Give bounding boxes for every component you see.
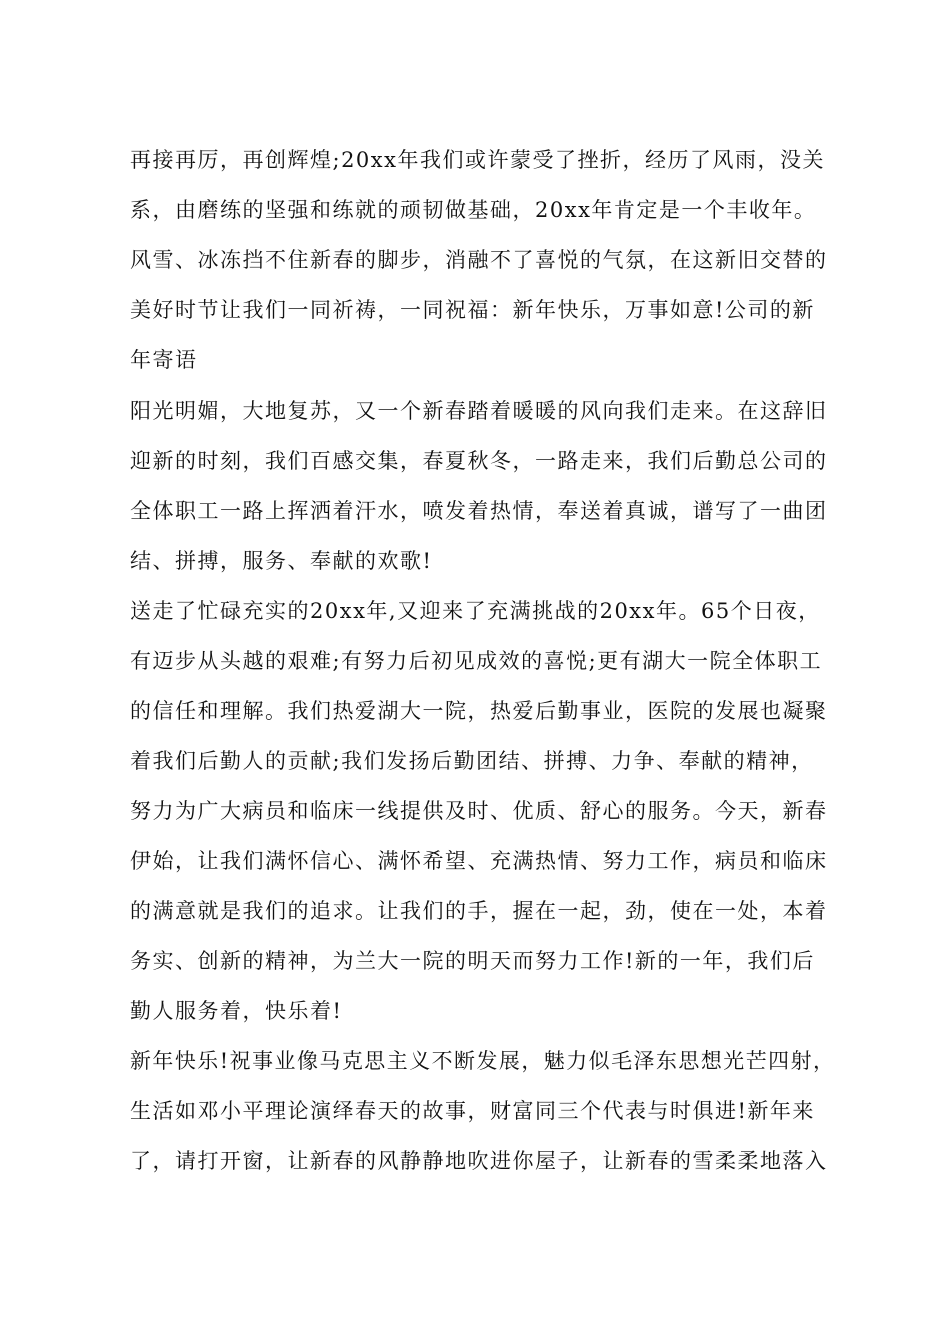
- text-line: 送走了忙碌充实的20xx年,又迎来了充满挑战的20xx年。65个日夜，: [130, 599, 821, 623]
- text-line: 了，请打开窗，让新春的风静静地吹进你屋子，让新春的雪柔柔地落入: [130, 1149, 828, 1173]
- text-line: 年寄语: [130, 348, 198, 372]
- text-line: 全体职工一路上挥洒着汗水，喷发着热情，奉送着真诚，谱写了一曲团: [130, 499, 828, 523]
- text-line: 结、拼搏，服务、奉献的欢歌!: [130, 549, 433, 573]
- text-line: 的信任和理解。我们热爱湖大一院，热爱后勤事业，医院的发展也凝聚: [130, 699, 828, 723]
- text-line: 伊始，让我们满怀信心、满怀希望、充满热情、努力工作，病员和临床: [130, 849, 828, 873]
- text-line: 新年快乐!祝事业像马克思主义不断发展，魅力似毛泽东思想光芒四射，: [130, 1049, 836, 1073]
- text-line: 有迈步从头越的艰难;有努力后初见成效的喜悦;更有湖大一院全体职工: [130, 649, 823, 673]
- text-line: 着我们后勤人的贡献;我们发扬后勤团结、拼搏、力争、奉献的精神，: [130, 749, 814, 773]
- text-line: 再接再厉，再创辉煌;20xx年我们或许蒙受了挫折，经历了风雨，没关: [130, 148, 825, 172]
- text-line: 的满意就是我们的追求。让我们的手，握在一起，劲，使在一处，本着: [130, 899, 828, 923]
- text-line: 生活如邓小平理论演绎春天的故事，财富同三个代表与时俱进!新年来: [130, 1099, 815, 1123]
- text-line: 阳光明媚，大地复苏，又一个新春踏着暖暖的风向我们走来。在这辞旧: [130, 399, 828, 423]
- text-line: 务实、创新的精神，为兰大一院的明天而努力工作!新的一年，我们后: [130, 949, 815, 973]
- text-line: 系，由磨练的坚强和练就的顽韧做基础，20xx年肯定是一个丰收年。: [130, 198, 817, 222]
- text-line: 美好时节让我们一同祈祷，一同祝福：新年快乐，万事如意!公司的新: [130, 298, 815, 322]
- text-line: 努力为广大病员和临床一线提供及时、优质、舒心的服务。今天，新春: [130, 799, 828, 823]
- text-line: 迎新的时刻，我们百感交集，春夏秋冬，一路走来，我们后勤总公司的: [130, 449, 828, 473]
- text-line: 风雪、冰冻挡不住新春的脚步，消融不了喜悦的气氛，在这新旧交替的: [130, 248, 828, 272]
- text-line: 勤人服务着，快乐着!: [130, 999, 343, 1023]
